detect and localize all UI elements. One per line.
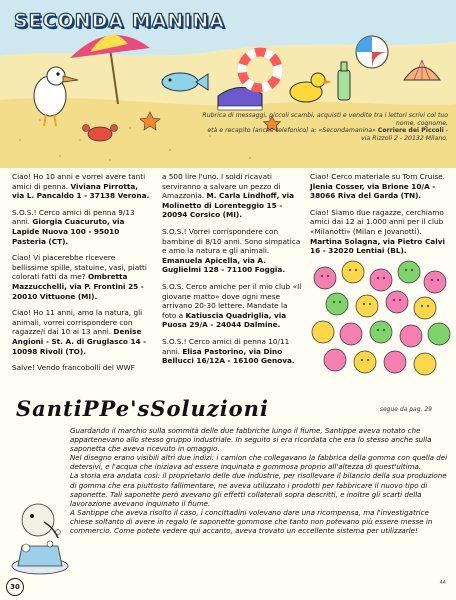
- santippe-solution-text: [70, 426, 448, 535]
- solution-paragraph: La storia era andata così: il proprietario delle due industrie, per risollevare il bilancio della sua produzione di gomma che era piuttosto fallimentare, ne aveva utilizzato i prodotti per fabbricare il nuovo tipo di saponette. Tali saponette però avevano gli effetti collaterali sopra descritti, e inoltre gli scarti della lavorazione avevano inquinato il fiume.: [70, 471, 447, 508]
- letters-column-3: [310, 172, 452, 263]
- letter: S.O.S.! Vorrei corrispondere con bambine di 8/10 anni. Sono simpatica e amo la natura e gli animali. Emanuela Apicella, via A. Guglielmi 128 - 71100 Foggia.: [162, 226, 301, 275]
- rubric-note-address: - via Rizzoli 2 - 20132 Milano.: [361, 127, 448, 142]
- letter: Salve! Vendo francobolli del WWF: [12, 363, 135, 373]
- solution-paragraph: Guardando il marchio sulla sommità delle due fabbriche lungo il fiume, Santippe aveva notato che appartenevano allo stesso gruppo industriale. In seguito si era ricordata che era lo stesso anche sulla saponetta che aveva ricevuto in omaggio.: [70, 426, 432, 454]
- letter: Ciao! Ho 10 anni e vorrei avere tanti amici di penna. Viviana Pirrotta, via L. Pancaldo 1 - 37138 Verona.: [12, 172, 150, 201]
- letters-column-1: [12, 172, 152, 380]
- continued-from-note: segue da pag. 29: [379, 406, 432, 413]
- santippe-title: SantiPPe'sSoluzioni: [16, 396, 269, 421]
- letter: Ciao! Cerco materiale su Tom Cruise. Jlenia Cosser, via Brione 10/A - 38066 Riva del Garda (TN).: [310, 172, 445, 201]
- santippe-soap-illustration: [8, 492, 72, 578]
- letter: Ciao! Vi piacerebbe ricevere bellissime spille, statuine, vasi, piatti colorati fatti da me? Ombretta Mazzucchelli, via P. Frontini 25 - 20010 Vittuone (MI).: [12, 253, 147, 301]
- letters-column-2: [162, 172, 302, 373]
- letter: S.O.S.! Cerco amici di penna 10/11 anni. Elisa Pastorino, via Dino Bellucci 16/12A - 16100 Genova.: [162, 336, 295, 366]
- letter: S.O.S.! Cerco amici di penna 9/13 anni. Giorgia Cuacuruto, via Lapide Nuova 100 - 95010 Pasteria (CT).: [12, 207, 135, 246]
- letter: S.O.S. Cerco amiche per il mio club «Il giovane matto» dove ogni mese arrivano 20-30 lettere. Mandate la foto a Katiuscia Quadriglia, via Puosa 29/A - 24044 Dalmine.: [162, 281, 302, 330]
- balloons-illustration: [305, 258, 455, 390]
- print-code: 44: [439, 580, 446, 586]
- rubric-header: [0, 0, 456, 168]
- letter: Ciao! Ho 11 anni, amo la natura, gli animali, vorrei corrispondere con ragazze/i dai 10 ai 13 anni. Denise Angioni - St. A. di Gruglasco 14 - 10098 Rivoli (TO).: [12, 308, 147, 356]
- solution-paragraph: Nel disegno erano visibili altri due indizi: i camion che collegavano la fabbrica della gomma con quella dei detersivi, e l'acqua che iniziava ad essere inquinata e gommosa proprio all'altezza di quest'ultima.: [70, 453, 448, 472]
- rubric-note-line-1: Rubrica di messaggi, piccoli scambi, acquisti e vendite tra i lettori scrivi col tuo nome, cognome,: [202, 112, 448, 127]
- rubric-note-line-2: età e recapito (anche telefonico) a: «Secondamanina»: [207, 127, 378, 135]
- rubric-title: SECONDA MANINA: [14, 10, 225, 32]
- solution-paragraph: A Santippe che aveva risolto il caso, i concittadini volevano dare una ricompensa, ma l'investigatrice chiese soltanto di avere in regalo le saponette gommose che tanto non potevano più essere messe in commercio. Come potete vedere qui accanto, aveva trovato un eccellente sistema per utilizzarle!: [70, 507, 433, 536]
- rubric-submission-note: [198, 112, 448, 142]
- rubric-note-publisher: Corriere dei Piccoli: [377, 127, 444, 135]
- santippe-solutions-section: [8, 392, 452, 588]
- letter: Ciao! Siamo due ragazze, cerchiamo amici dai 12 ai 1.000 anni per il club «Milanotti» (Milan e Jovanotti). Martina Solagna, via Pietro Calvi 16 - 32020 Lentiai (BL).: [310, 207, 445, 256]
- letter: a 500 lire l'uno. I soldi ricavati serviranno a salvare un pezzo di Amazzonia. M. Carla Lindhoff, via Molinetto di Lorenteggio 15 - 20094 Corsico (MI).: [162, 172, 295, 220]
- page-number: 30: [6, 578, 24, 596]
